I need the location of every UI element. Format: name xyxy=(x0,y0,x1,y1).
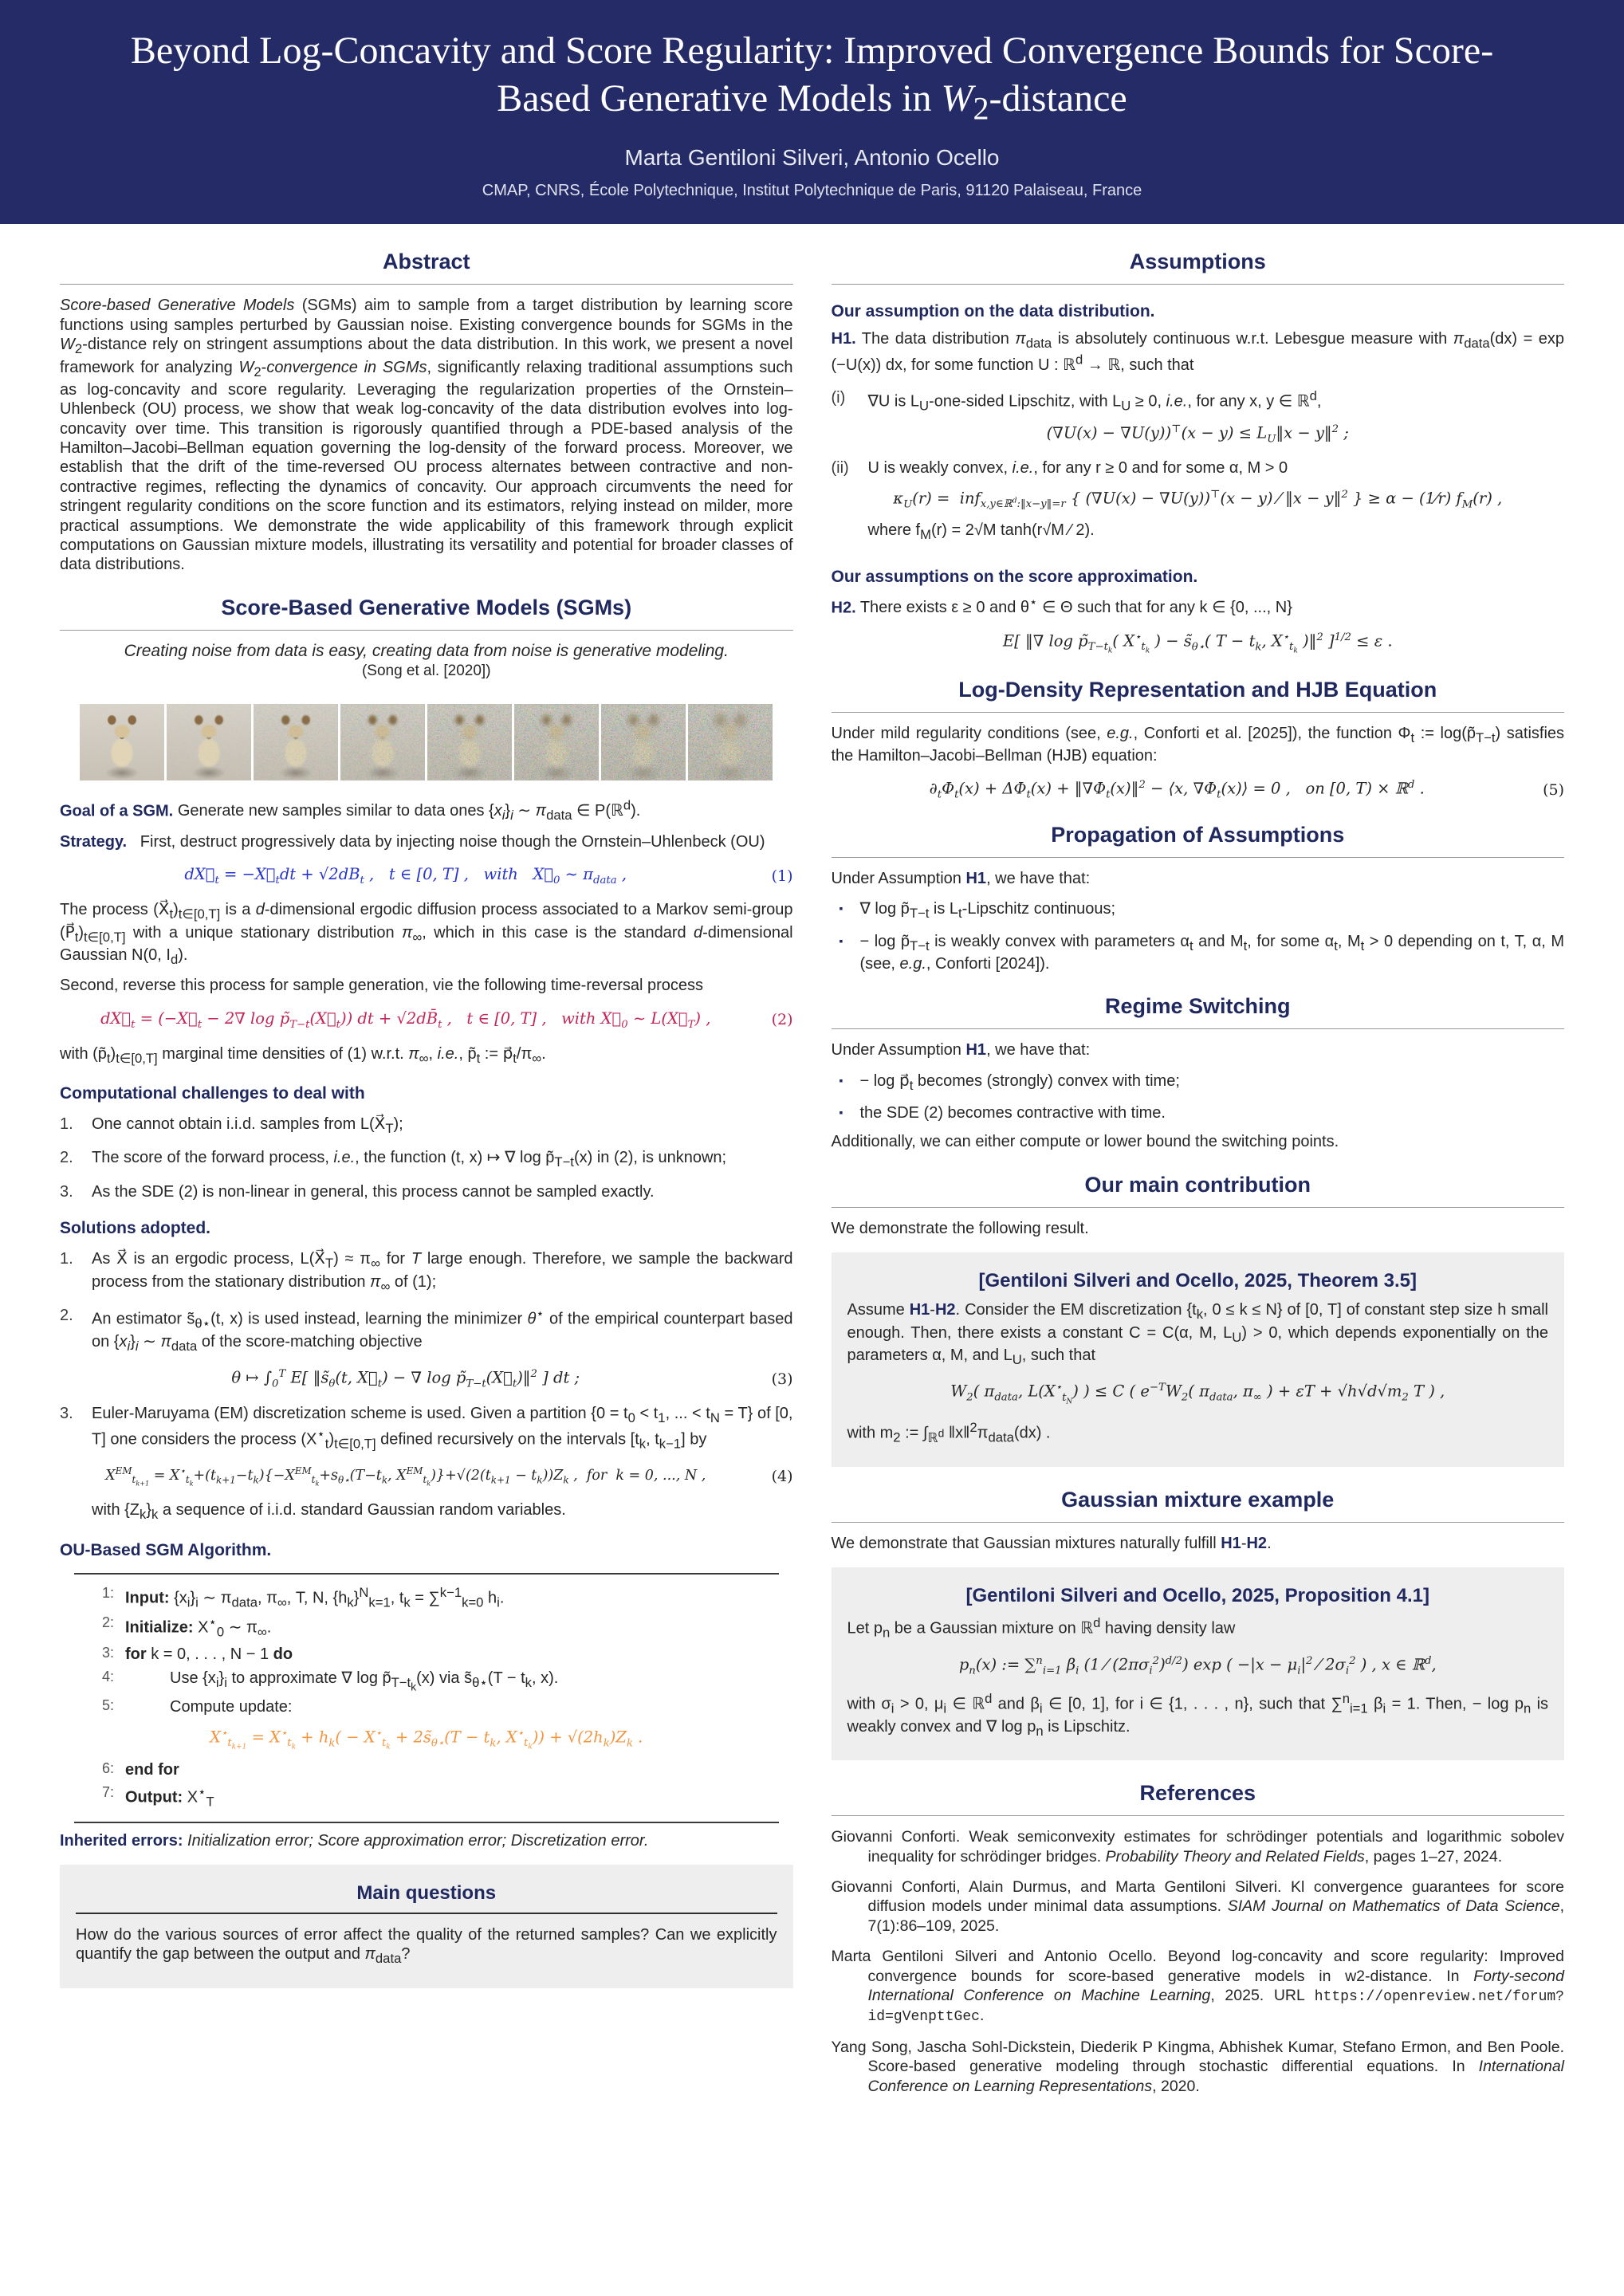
h1-text: The data distribution $\pi_{data}$ is absolutely continuous w.r.t. Lebesgue measure with $\pi_{data}(dx) = \exp (-U(x))$ dx, for some function U : ℝ$^d$ → ℝ, such that xyxy=(831,330,1564,375)
equation-4-tag: (4) xyxy=(771,1468,793,1486)
section-gaussian-example xyxy=(832,1488,1565,1760)
weak-convexity-equation: $\kappa_U(r) = inf_{x,y\in ℝ^d:‖x-y‖=r}$ { (∇U(x) − ∇U(y))⊤(x − y) ⁄ ‖x − y‖$^2$ } ≥ α − (1⁄r) $f_M(r)$ , xyxy=(893,488,1503,511)
h2-text: There exists ε ≥ 0 and θ⋆ ∈ Θ such that for any k ∈ {0, ..., N} xyxy=(859,594,1292,617)
section-rule xyxy=(832,857,1565,858)
lipschitz-equation-row xyxy=(832,423,1565,446)
inherited-errors-label: Inherited errors: xyxy=(60,1831,183,1850)
square-bullet-icon xyxy=(840,1071,860,1094)
bullet-text: ∇ $\log p̃_{T-t}$ is $L_t$-Lipschitz continuous; xyxy=(859,900,1115,922)
equation-4-row xyxy=(60,1465,793,1488)
strategy-text: First, destruct progressively data by injecting noise though the Ornstein–Uhlenbeck (OU) xyxy=(140,832,765,851)
references-heading: References xyxy=(1139,1781,1256,1806)
bullet-item xyxy=(840,1103,1565,1122)
section-rule xyxy=(60,630,793,631)
square-bullet-icon xyxy=(840,932,860,974)
line-number: 4: xyxy=(101,1668,114,1685)
section-contribution xyxy=(832,1173,1565,1467)
noise-image-frame xyxy=(167,704,251,780)
section-rule xyxy=(832,284,1565,285)
h2-label: H2. xyxy=(831,599,856,617)
left-column xyxy=(60,229,793,2107)
regime-bullets xyxy=(840,1071,1565,1123)
algorithm-update-equation: $X^⋆_{t_{k+1}} = X^⋆_{t_k} + h_k( - X^⋆_{t_k}$ + $2s̃_{\theta⋆}(T - t_k$, $X^⋆_{t_k})) + √(2h_k)Z_k$ . xyxy=(210,1728,643,1752)
theorem-equation: $W_2$( $\pi_{data}$, $L(X^⋆_{t_N})$ ) ≤ C ( $e^{-T}W_2$( $\pi_{data}$, $\pi_\infty$ ) + $\varepsilon T + √h√d√m_2$ T ) , xyxy=(950,1382,1445,1406)
score-approximation-subhead: Our assumptions on the score approximation. xyxy=(831,567,1198,586)
bullet-item xyxy=(840,932,1565,974)
sgm-second-paragraph: Second, reverse this process for sample generation, vie the following time-reversal process xyxy=(60,977,704,995)
item-i-label: (i) xyxy=(831,388,846,407)
algorithm-line xyxy=(79,1782,774,1812)
gaussian-heading: Gaussian mixture example xyxy=(1061,1487,1335,1512)
hjb-heading: Log-Density Representation and HJB Equation xyxy=(958,677,1437,702)
item-i-text: ∇U is $L_U-one$-sided Lipschitz, with $L_U \ge 0$, i.e., for any x, y ∈ ℝ$^d$, xyxy=(867,387,1322,414)
reference-item: Giovanni Conforti, Alain Durmus, and Marta Gentiloni Silveri. Kl convergence guarantees for score diffusion models under minimal data assumptions. SIAM Journal on Mathematics of Data Science, 7(1):86–109, 2025. xyxy=(831,1878,1565,1935)
item-text: Euler-Maruyama (EM) discretization scheme is used. Given a partition {$0 = t_0 < t_1$, ... < $t_N = T$} of [0, T] one considers the process $(X^⋆_t)_{t\in[0,T]}$ defined recursively on the intervals [$t_k$, $t_{k-1}$] by xyxy=(92,1404,793,1452)
bullet-item xyxy=(840,899,1565,922)
theorem-box xyxy=(832,1252,1565,1467)
proposition-title: [Gentiloni Silveri and Ocello, 2025, Proposition 4.1] xyxy=(965,1585,1429,1607)
sgm-marginals-paragraph: with $(p̃_t)_{t\in[0,T]}$ marginal time densities of (1) w.r.t. $\pi_\infty$, i.e., $p̃_t$ := $p⃗_t/\pi_\infty$. xyxy=(60,1044,546,1066)
poster-authors: Marta Gentiloni Silveri, Antonio Ocello xyxy=(624,145,1000,171)
item-number: 2. xyxy=(60,1306,73,1324)
section-rule xyxy=(832,1815,1565,1816)
poster-body xyxy=(0,224,1624,2139)
lipschitz-equation: $(\nabla U(x) - \nabla U(y))^⊤(x - y) \le L_U‖x$ − y‖$^2$ ; xyxy=(1046,423,1349,446)
item-text: One cannot obtain i.i.d. samples from $L(X⃗_T)$; xyxy=(92,1115,403,1137)
regime-intro: Under Assumption H1, we have that: xyxy=(831,1041,1091,1060)
square-bullet-icon xyxy=(840,899,860,922)
bullet-text: − $\log p̃_{T-t}$ is weakly convex with parameters $\alpha_t$ and $M_t$, for some $\alpha_t$, $M_t > 0$ depending on t, T, α, M (see, e.g., Conforti [2024]). xyxy=(859,932,1564,973)
section-rule xyxy=(832,1028,1565,1029)
proposition-equation: $p_n(x)$ := ∑$^n_{i=1}$ $\beta_i$ (1 ⁄ $(2\pi\sigma_i^2)^{d/2}$) exp ( $-|x - \mu_i|^2$ ⁄ $2\sigma_i^2$ ) , x ∈ ℝ$^d$, xyxy=(958,1655,1437,1677)
line-text: Output: $X^⋆_T$ xyxy=(125,1783,214,1810)
item-text: As X⃗ is an ergodic process, $L(X⃗_T) \approx \pi_\infty$ for T large enough. Therefore, we sample the backward process from the stationary distribution $\pi_\infty$ of (1); xyxy=(92,1250,793,1294)
section-abstract xyxy=(60,250,793,574)
contribution-heading: Our main contribution xyxy=(1084,1172,1311,1197)
item-ii-text: U is weakly convex, i.e., for any r ≥ 0 and for some α, M > 0 xyxy=(867,459,1288,478)
noise-image-frame xyxy=(688,704,773,780)
abstract-text: Score-based Generative Models (SGMs) aim to sample from a target distribution by learning score functions using samples perturbed by Gaussian noise. Existing convergence bounds for SGMs in the $W_2$-distance rely on stringent assumptions about the data distribution. In this work, we present a novel framework for analyzing $W_2$-convergence in SGMs, significantly relaxing traditional assumptions such as log-concavity and score regularity. Leveraging the regularization properties of the Ornstein–Uhlenbeck (OU) process, we show that weak log-concavity of the data distribution evolves into log-concavity over time. This transition is rigorously quantified through a PDE-based analysis of the Hamilton–Jacobi–Bellman equation governing the log-density of the forward process. Moreover, we establish that the drift of the time-reversed OU process alternates between contractive and non-contractive regimes, reflecting the dynamics of concavity. Our approach circumvents the need for stringent regularity conditions on the score function and its estimators, relying instead on milder, more practical assumptions. We demonstrate the wide applicability of this framework through explicit computations on Gaussian mixture models, illustrating its versatility and potential for broader classes of data distributions. xyxy=(60,297,793,574)
section-assumptions xyxy=(832,250,1565,656)
propagation-bullets xyxy=(840,899,1565,973)
poster-title: Beyond Log-Concavity and Score Regularity: Improved Convergence Bounds for Score-Based Generative Models in $W_2$-distance xyxy=(130,29,1494,128)
equation-5-tag: (5) xyxy=(1543,781,1564,800)
list-item xyxy=(60,1148,793,1170)
item-number: 1. xyxy=(60,1250,73,1268)
equation-2-tag: (2) xyxy=(771,1011,793,1029)
fm-definition: where $f_M(r) = 2√M$ tanh(r√M ⁄ 2). xyxy=(867,521,1095,543)
list-item xyxy=(60,1115,793,1137)
sgm-quote-source: (Song et al. [2020]) xyxy=(361,662,491,679)
list-item xyxy=(60,1182,793,1201)
poster-header xyxy=(0,0,1624,224)
line-number: 2: xyxy=(101,1614,114,1631)
theorem-outro: with $m_2$ := $\int_{ℝ^d}$ $‖x‖^2\pi_{data}(dx)$ . xyxy=(847,1419,1051,1445)
contribution-intro: We demonstrate the following result. xyxy=(831,1219,1089,1237)
algorithm-line xyxy=(79,1582,774,1613)
bullet-text: the SDE (2) becomes contractive with time. xyxy=(859,1104,1166,1122)
noise-image-frame xyxy=(254,704,338,780)
sgm-quote: Creating noise from data is easy, creating data from noise is generative modeling. xyxy=(124,641,729,660)
algorithm-line xyxy=(79,1695,774,1719)
line-text: Initialize: $X^⋆_0$ ∼ $\pi_\infty$. xyxy=(125,1614,272,1640)
propagation-intro: Under Assumption H1, we have that: xyxy=(831,869,1091,887)
algorithm-line xyxy=(79,1642,774,1666)
weak-convexity-equation-row xyxy=(832,488,1565,512)
goal-label: Goal of a SGM. xyxy=(60,802,174,820)
section-rule xyxy=(832,1522,1565,1523)
solutions-list xyxy=(60,1249,793,1354)
algorithm-line xyxy=(79,1666,774,1695)
poster-affiliation: CMAP, CNRS, École Polytechnique, Institut Polytechnique de Paris, 91120 Palaiseau, France xyxy=(482,182,1142,200)
section-propagation xyxy=(832,823,1565,973)
proposition-outro: with $\sigma_i > 0$, $\mu_i$ ∈ ℝ$^d$ and $\beta_i$ ∈ [0, 1], for i ∈ {1, . . . , n}, such that ∑$^n_{i=1}$ $\beta_i = 1$. Then, − $\log p_n$ is weakly convex and ∇ $\log p_n$ is Lipschitz. xyxy=(847,1690,1549,1739)
assumption-item-ii xyxy=(832,458,1565,478)
equation-3: θ ↦ $\int_0^T$ E[ $‖s̃_\theta(t$, $X⃗_t$) − ∇ $\log p̃_{T-t}(X⃗_t)‖^2$ ] dt ; xyxy=(231,1368,580,1390)
reference-item: Marta Gentiloni Silveri and Antonio Ocello. Beyond log-concavity and score regularity: Improved convergence bounds for score-based generative models in w2-distance. In Forty-second International Conference on Machine Learning, 2025. URL https://openreview.net/forum?id=gVenpttGec. xyxy=(831,1948,1564,2026)
propagation-heading: Propagation of Assumptions xyxy=(1051,822,1345,847)
item-text: As the SDE (2) is non-linear in general, this process cannot be sampled exactly. xyxy=(92,1182,655,1201)
line-text: for k = 0, . . . , N − 1 do xyxy=(125,1645,293,1663)
solutions-list-continued xyxy=(60,1404,793,1453)
theorem-text: Assume H1-H2. Consider the EM discretization {$t_k$, 0 ≤ k ≤ N} of [0, T] of constant step size h small enough. Then, there exists a constant C = C(α, M, $L_U) > 0$, which depends exponentially on the parameters α, M, and $L_U$, such that xyxy=(847,1301,1549,1367)
goal-text: Generate new samples similar to data ones $\{x_i\}_i$ ∼ $\pi_{data}$ ∈ P(ℝ$^d$). xyxy=(177,797,641,824)
abstract-heading: Abstract xyxy=(382,250,470,274)
bullet-text: − $\log p⃗_t$ becomes (strongly) convex with time; xyxy=(859,1071,1180,1093)
item-text: The score of the forward process, i.e., the function (t, x) ↦ ∇ $\log p̃_{T-t}(x)$ in (2), is unknown; xyxy=(92,1149,727,1170)
line-text: Compute update: xyxy=(170,1698,293,1716)
sgm-process-paragraph: The process $(X⃗_t)_{t\in[0,T]}$ is a d-dimensional ergodic diffusion process associated to a Markov semi-group $(P⃗_t)_{t\in[0,T]}$ with a unique stationary distribution $\pi_\infty$, which in this case is the standard d-dimensional Gaussian N(0, $I_d$). xyxy=(60,901,793,967)
list-item xyxy=(60,1249,793,1295)
inherited-errors xyxy=(60,1831,793,1850)
sgm-goal xyxy=(60,798,793,824)
noise-image-frame xyxy=(427,704,512,780)
hjb-text: Under mild regularity conditions (see, e.g., Conforti et al. [2025]), the function $\Phi_t$ := $\log(p̃_{T-t})$ satisfies the Hamilton–Jacobi–Bellman (HJB) equation: xyxy=(831,724,1565,765)
equation-1: $dX⃗_t$ = $-X⃗_tdt + √2dB_t$ , t ∈ [0, T] , with $X⃗_0$ ∼ $\pi_{data}$ , xyxy=(184,865,627,887)
proposition-box xyxy=(832,1567,1565,1760)
bullet-item xyxy=(840,1071,1565,1094)
solutions-heading: Solutions adopted. xyxy=(60,1219,210,1238)
theorem-title: [Gentiloni Silveri and Ocello, 2025, Theorem 3.5] xyxy=(978,1270,1417,1292)
equation-1-tag: (1) xyxy=(771,867,793,885)
algorithm-box xyxy=(74,1573,779,1823)
reference-item: Yang Song, Jascha Sohl-Dickstein, Diederik P Kingma, Abhishek Kumar, Stefano Ermon, and Ben Poole. Score-based generative modeling through stochastic differential equations. In International Conference on Learning Representations, 2020. xyxy=(831,2038,1564,2095)
item-number: 3. xyxy=(60,1182,73,1201)
main-questions-text: How do the various sources of error affect the quality of the returned samples? Can we explicitly quantify the gap between the output and $\pi_{data}$? xyxy=(76,1925,777,1967)
regime-heading: Regime Switching xyxy=(1104,994,1291,1019)
noise-progression-image xyxy=(60,704,793,780)
line-text: end for xyxy=(125,1760,179,1779)
section-rule xyxy=(832,1207,1565,1208)
h2-equation: E[ ‖∇ $\log p̃_{T-t_k}$( $X^⋆_{t_k}$ ) − $s̃_{\theta⋆}$( $T - t_k$, $X^⋆_{t_k}$ )‖$^2$ ]$^{1/2}$ ≤ ε . xyxy=(1002,631,1393,655)
line-number: 3: xyxy=(101,1644,114,1661)
main-questions-box xyxy=(60,1865,793,1988)
algorithm-line xyxy=(79,1612,774,1642)
box-rule xyxy=(76,1913,777,1914)
line-number: 5: xyxy=(101,1697,114,1714)
theorem-equation-row xyxy=(847,1381,1549,1407)
item-number: 2. xyxy=(60,1149,73,1167)
line-text: Use $\{x_i\}_i$ to approximate ∇ $\log p̃_{T-t_k}(x)$ via $s̃_{\theta⋆}(T - t_k$, x). xyxy=(170,1669,559,1693)
main-questions-heading: Main questions xyxy=(356,1881,497,1904)
algorithm-line xyxy=(79,1758,774,1782)
sgm-strategy xyxy=(60,832,793,851)
h1-label: H1. xyxy=(831,330,856,348)
proposition-equation-row xyxy=(847,1654,1549,1678)
data-distribution-subhead: Our assumption on the data distribution. xyxy=(831,302,1155,321)
strategy-label: Strategy. xyxy=(60,832,128,851)
item-number: 3. xyxy=(60,1404,73,1422)
proposition-text: Let $p_n$ be a Gaussian mixture on ℝ$^d$ having density law xyxy=(847,1615,1236,1641)
item-text: An estimator $s̃_{\theta⋆}(t$, x) is used instead, learning the minimizer θ⋆ of the empirical counterpart based on $\{x_i\}_i$ ∼ $\pi_{data}$ of the score-matching objective xyxy=(92,1305,793,1354)
assumption-item-i xyxy=(832,388,1565,415)
equation-2: $dX⃖_t$ = ($-X⃖_t - 2\nabla$ $\log p̃_{T-t}(X⃖_t)$) dt + $√2dB̄_t$ , t ∈ [0, T] , with $X⃖_0$ ∼ $L(X⃗_T)$ , xyxy=(100,1008,711,1031)
section-regime xyxy=(832,994,1565,1152)
equation-3-tag: (3) xyxy=(771,1370,793,1388)
section-rule xyxy=(832,712,1565,713)
algorithm-update-equation-row xyxy=(79,1727,774,1753)
equation-4: $X^{EM}_{t_{k+1}} = X^⋆_{t_k}+(t_{k+1}-t_k)\{-X^{EM}_{t_k}+s_{\theta⋆}(T-t_k$, $X^{EM}_{t_k})\}+√(2(t_{k+1} - t_k))Z_k$ , for k = 0, ..., N , xyxy=(105,1465,706,1488)
equation-5-row xyxy=(832,778,1565,802)
line-number: 7: xyxy=(101,1783,114,1800)
zk-paragraph: with $\{Z_k\}_k$ a sequence of i.i.d. standard Gaussian random variables. xyxy=(92,1501,566,1523)
h2-equation-row xyxy=(832,631,1565,657)
square-bullet-icon xyxy=(840,1103,860,1122)
section-sgm xyxy=(60,596,793,1988)
h2-assumption xyxy=(832,595,1565,618)
list-item xyxy=(60,1306,793,1354)
line-text: Input: $\{x_i\}_i$ ∼ $\pi_{data}$, $\pi_\infty$, T, N, $\{h_k\}^N_{k=1}$, $t_k = \sum^{k-1}_{k=0}$ $h_i$. xyxy=(125,1584,505,1610)
algorithm-heading: OU-Based SGM Algorithm. xyxy=(60,1540,272,1559)
item-number: 1. xyxy=(60,1115,73,1134)
right-column xyxy=(832,229,1565,2107)
line-number: 6: xyxy=(101,1759,114,1776)
noise-image-frame xyxy=(601,704,686,780)
assumptions-heading: Assumptions xyxy=(1129,250,1266,274)
equation-5: $\partial_t\Phi_t(x) + \Delta\Phi_t(x)$ + $‖\nabla\Phi_t(x)‖^2$ − ⟨x, $\nabla\Phi_t(x)⟩ = 0$ , on [0, T) × ℝ$^d$ . xyxy=(929,779,1425,801)
item-ii-label: (ii) xyxy=(831,459,849,478)
noise-image-frame xyxy=(514,704,599,780)
equation-2-row xyxy=(60,1008,793,1032)
noise-image-frame xyxy=(80,704,164,780)
regime-outro: Additionally, we can either compute or lower bound the switching points. xyxy=(831,1133,1339,1151)
challenges-list xyxy=(60,1115,793,1201)
reference-item: Giovanni Conforti. Weak semiconvexity estimates for schrödinger potentials and logarithmic sobolev inequality for schrödinger bridges. Probability Theory and Related Fields, pages 1–27, 2024. xyxy=(831,1828,1564,1866)
noise-image-frame xyxy=(340,704,425,780)
gaussian-intro: We demonstrate that Gaussian mixtures naturally fulfill H1-H2. xyxy=(831,1534,1272,1552)
line-number: 1: xyxy=(101,1584,114,1601)
section-rule xyxy=(60,284,793,285)
list-item xyxy=(60,1404,793,1453)
h1-assumption xyxy=(832,329,1565,375)
inherited-errors-text: Initialization error; Score approximation error; Discretization error. xyxy=(187,1831,649,1850)
challenges-heading: Computational challenges to deal with xyxy=(60,1084,365,1103)
sgm-heading: Score-Based Generative Models (SGMs) xyxy=(221,595,632,619)
section-references xyxy=(832,1781,1565,2096)
equation-1-row xyxy=(60,864,793,887)
equation-3-row xyxy=(60,1367,793,1391)
section-hjb xyxy=(832,678,1565,802)
